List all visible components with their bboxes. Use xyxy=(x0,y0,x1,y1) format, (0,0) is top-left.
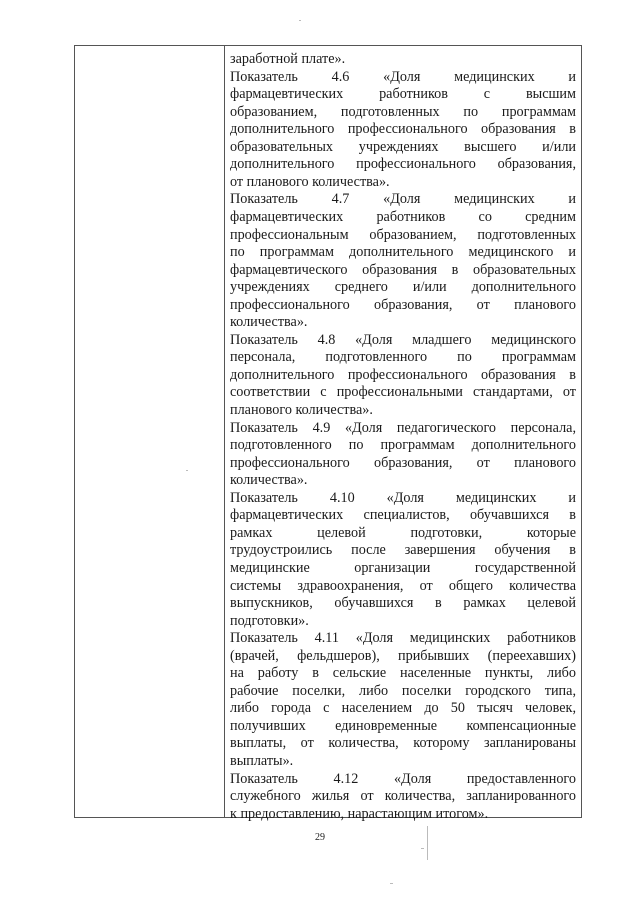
text-line: фармацевтических работников со средним xyxy=(230,208,576,225)
text-line: (врачей, фельдшеров), прибывших (переехавших) xyxy=(230,647,576,664)
text-line: Показатель 4.11 «Доля медицинских работников xyxy=(230,630,576,647)
text-line: образованием, подготовленных по программам xyxy=(230,103,576,120)
text-line: дополнительного профессионального образования в xyxy=(230,366,576,383)
text-line: по программам дополнительного медицинского и xyxy=(230,244,576,261)
text-line: заработной плате». xyxy=(230,51,346,67)
text-line: служебного жилья от количества, запланированного xyxy=(230,788,576,805)
text-line: Показатель 4.7 «Доля медицинских и xyxy=(230,191,576,208)
document-table xyxy=(74,45,582,822)
text-line: учреждениях среднего и/или дополнительного xyxy=(230,279,576,296)
scan-mark xyxy=(421,848,424,849)
table-left-column xyxy=(75,46,225,817)
scan-mark xyxy=(299,20,301,21)
scan-mark xyxy=(186,470,188,471)
text-line: выпускников, обучавшихся в рамках целевой xyxy=(230,595,576,612)
text-line: трудоустроились после завершения обучения в xyxy=(230,542,576,559)
text-line: от планового количества». xyxy=(230,173,390,190)
table-right-column xyxy=(225,46,581,822)
text-line: Показатель 4.6 «Доля медицинских и xyxy=(230,68,576,85)
text-line: профессиональным образованием, подготовленных xyxy=(230,226,576,243)
text-line: образовательных учреждениях высшего и/или xyxy=(230,138,576,155)
text-line: Показатель 4.10 «Доля медицинских и xyxy=(230,489,576,506)
text-line: соответствии с профессиональными стандартами, от xyxy=(230,384,576,401)
text-line: рабочие поселки, либо поселки городского типа, xyxy=(230,682,576,699)
text-line: количества». xyxy=(230,472,308,489)
text-line: фармацевтических специалистов, обучавшихся в xyxy=(230,507,576,524)
scan-mark xyxy=(427,826,428,860)
text-line: Показатель 4.9 «Доля педагогического персонала, xyxy=(230,419,576,436)
text-line: фармацевтического образования в образовательных xyxy=(230,261,576,278)
text-line: дополнительного профессионального образования в xyxy=(230,121,576,138)
text-line: профессионального образования, от планового xyxy=(230,296,576,313)
page-number: 29 xyxy=(315,832,325,843)
text-line: выплаты, от количества, которому запланированы xyxy=(230,735,576,752)
text-line: к предоставлению, нарастающим итогом». xyxy=(230,805,489,822)
text-line: рамках целевой подготовки, которые xyxy=(230,524,576,541)
text-line: на работу в сельские населенные пункты, либо xyxy=(230,665,576,682)
text-line: планового количества». xyxy=(230,402,373,418)
text-line: дополнительного профессионального образования, xyxy=(230,156,576,173)
text-line: персонала, подготовленного по программам xyxy=(230,349,576,366)
text-line: либо города с населением до 50 тысяч человек, xyxy=(230,700,576,717)
text-line: количества». xyxy=(230,314,308,331)
text-line: получивших единовременные компенсационные xyxy=(230,717,576,734)
text-line: выплаты». xyxy=(230,753,294,769)
text-line: фармацевтических работников с высшим xyxy=(230,86,576,103)
text-line: системы здравоохранения, от общего количества xyxy=(230,577,576,594)
text-line: Показатель 4.8 «Доля младшего медицинского xyxy=(230,331,576,348)
text-line: подготовки». xyxy=(230,612,309,629)
text-line: Показатель 4.12 «Доля предоставленного xyxy=(230,770,576,787)
text-line: подготовленного по программам дополнительного xyxy=(230,437,576,454)
scan-mark xyxy=(390,883,393,884)
text-line: медицинские организации государственной xyxy=(230,559,576,576)
text-line: профессионального образования, от планового xyxy=(230,454,576,471)
